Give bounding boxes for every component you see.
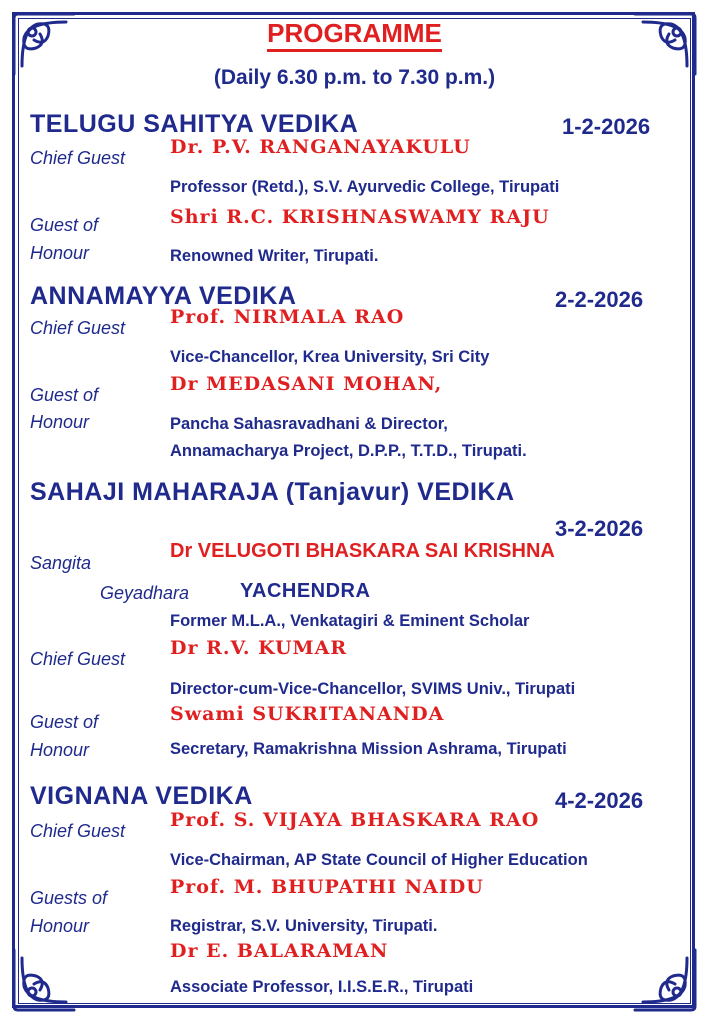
guest-name: Prof. NIRMALA RAO (170, 306, 405, 328)
role-label: Honour (30, 916, 90, 936)
vedika-heading: SAHAJI MAHARAJA (Tanjavur) VEDIKA (30, 478, 515, 506)
role-label: Chief Guest (30, 821, 126, 841)
role-label: Honour (30, 740, 90, 760)
session-date: 3-2-2026 (555, 516, 644, 541)
role-label: Chief Guest (30, 148, 126, 168)
page-title (0, 18, 709, 49)
session-date: 1-2-2026 (562, 114, 651, 139)
guest-designation: Secretary, Ramakrishna Mission Ashrama, Tirupati (170, 740, 567, 758)
guest-name: Dr R.V. KUMAR (170, 637, 348, 659)
guest-name: Prof. M. BHUPATHI NAIDU (170, 876, 484, 898)
role-label: Guest of (30, 215, 99, 235)
page-title-text: PROGRAMME (267, 18, 442, 52)
guest-designation: Vice-Chancellor, Krea University, Sri City (170, 348, 490, 366)
timing-note: (Daily 6.30 p.m. to 7.30 p.m.) (213, 66, 496, 89)
guest-name: Dr. P.V. RANGANAYAKULU (170, 136, 471, 158)
guest-name: Dr E. BALARAMAN (170, 940, 389, 962)
session-date: 2-2-2026 (555, 287, 644, 312)
vedika-heading: ANNAMAYYA VEDIKA (30, 282, 297, 310)
guest-designation: Associate Professor, I.I.S.E.R., Tirupati (170, 978, 474, 996)
guest-designation: Pancha Sahasravadhani & Director, (170, 415, 448, 433)
role-label: Geyadhara (100, 583, 190, 603)
guest-designation: Renowned Writer, Tirupati. (170, 247, 379, 265)
guest-designation: Director-cum-Vice-Chancellor, SVIMS Univ., Tirupati (170, 680, 576, 698)
role-label: Guests of (30, 888, 108, 908)
vedika-heading: TELUGU SAHITYA VEDIKA (30, 110, 359, 138)
role-label: Guest of (30, 712, 99, 732)
session-date: 4-2-2026 (555, 788, 644, 813)
role-label: Guest of (30, 385, 99, 405)
role-label: Chief Guest (30, 649, 126, 669)
guest-name-continued: YACHENDRA (240, 580, 371, 602)
role-label: Sangita (30, 553, 92, 573)
guest-name: Dr VELUGOTI BHASKARA SAI KRISHNA (170, 540, 555, 562)
corner-ornament-bottom-right (629, 944, 701, 1016)
guest-designation: Former M.L.A., Venkatagiri & Eminent Scholar (170, 612, 530, 630)
role-label: Chief Guest (30, 318, 126, 338)
guest-designation: Vice-Chairman, AP State Council of Higher Education (170, 851, 588, 869)
guest-name: Shri R.C. KRISHNASWAMY RAJU (170, 206, 550, 228)
guest-name: Prof. S. VIJAYA BHASKARA RAO (170, 809, 540, 831)
guest-designation: Professor (Retd.), S.V. Ayurvedic College, Tirupati (170, 178, 560, 196)
vedika-heading: VIGNANA VEDIKA (30, 782, 253, 810)
guest-name: Swami SUKRITANANDA (170, 703, 445, 725)
guest-name: Dr MEDASANI MOHAN, (170, 373, 443, 395)
guest-designation: Annamacharya Project, D.P.P., T.T.D., Tirupati. (170, 442, 527, 460)
role-label: Honour (30, 412, 90, 432)
role-label: Honour (30, 243, 90, 263)
corner-ornament-bottom-left (8, 944, 80, 1016)
guest-designation: Registrar, S.V. University, Tirupati. (170, 917, 438, 935)
